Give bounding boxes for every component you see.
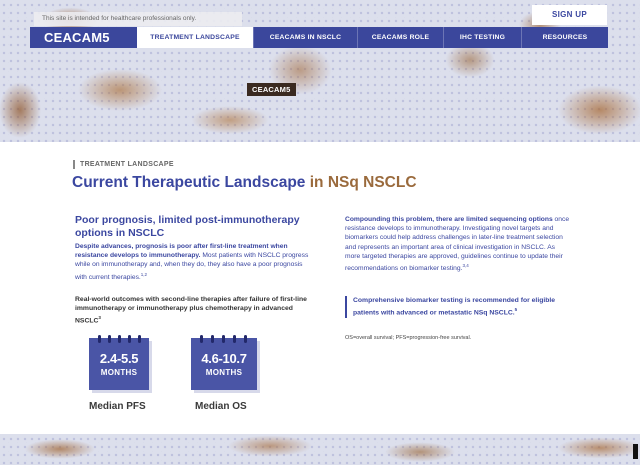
footer-image-band bbox=[0, 434, 640, 465]
brand-logo[interactable]: CEACAM5 bbox=[44, 30, 110, 45]
left-heading: Poor prognosis, limited post-immunotherapy options in NSCLC bbox=[75, 214, 300, 239]
right-paragraph-ref: 3,4 bbox=[462, 263, 469, 269]
callout-ref: 5 bbox=[514, 307, 518, 313]
hero-image-label: CEACAM5 bbox=[247, 83, 296, 96]
tab-ihc-testing[interactable]: IHC TESTING bbox=[443, 27, 521, 48]
page-title bbox=[72, 174, 417, 192]
stat-pfs-unit: MONTHS bbox=[100, 368, 138, 377]
stat-pfs-label: Median PFS bbox=[89, 401, 146, 412]
tab-ceacams-in-nsclc[interactable]: CEACAMS IN NSCLC bbox=[253, 27, 357, 48]
tab-treatment-landscape[interactable]: TREATMENT LANDSCAPE bbox=[137, 27, 253, 48]
page-title-main: Current Therapeutic Landscape bbox=[72, 174, 306, 191]
tab-ceacams-role[interactable]: CEACAMS ROLE bbox=[357, 27, 443, 48]
sign-up-button[interactable]: SIGN UP bbox=[532, 5, 607, 25]
callout-text: Comprehensive biomarker testing is recommended for eligible patients with advanced or metastatic NSq NSCLC. bbox=[353, 297, 556, 317]
stat-os-unit: MONTHS bbox=[205, 368, 243, 377]
right-paragraph-text: once resistance develops to immunotherapy. Investigating novel targets and biomarkers could help address challenges in later-line treatment selection and represents an important area of clinical investigation in NSCLC. As more targeted therapies are approved, guidelines continue to update their recommendations on biomarker testing. bbox=[345, 216, 570, 273]
hcp-disclaimer: This site is intended for healthcare professionals only. bbox=[34, 12, 242, 26]
main-nav bbox=[30, 27, 608, 48]
calendar-rings-icon bbox=[89, 335, 149, 343]
scroll-tab[interactable] bbox=[633, 444, 638, 459]
biomarker-callout bbox=[345, 296, 571, 318]
abbreviations-footnote: OS=overall survival; PFS=progression-free survival. bbox=[345, 335, 472, 341]
stat-os-value: 4.6-10.7 bbox=[201, 351, 247, 366]
real-world-outcomes-heading bbox=[75, 295, 311, 326]
page-title-accent: in NSq NSCLC bbox=[309, 174, 417, 191]
rwo-ref: 3 bbox=[98, 315, 101, 321]
rwo-text: Real-world outcomes with second-line therapies after failure of first-line immunotherapy or immunotherapy plus chemotherapy in advanced NSCLC bbox=[75, 296, 307, 325]
stat-os-calendar bbox=[191, 335, 256, 395]
left-paragraph-text: Most patients with NSCLC progress while on immunotherapy and, when they do, they also have a poor prognosis with current therapies. bbox=[75, 252, 309, 281]
calendar-rings-icon bbox=[191, 335, 251, 343]
section-eyebrow: TREATMENT LANDSCAPE bbox=[73, 160, 174, 169]
left-paragraph-ref: 1,2 bbox=[140, 271, 148, 277]
stat-pfs-value: 2.4-5.5 bbox=[99, 351, 139, 366]
tab-resources[interactable]: RESOURCES bbox=[521, 27, 608, 48]
stat-os-label: Median OS bbox=[195, 401, 247, 412]
left-paragraph bbox=[75, 242, 311, 282]
left-paragraph-bold: Despite advances, prognosis is poor after first-line treatment when resistance develops to immunotherapy. bbox=[75, 243, 288, 260]
right-paragraph bbox=[345, 215, 570, 273]
right-paragraph-bold: Compounding this problem, there are limited sequencing options bbox=[345, 216, 553, 223]
stat-pfs-calendar bbox=[89, 335, 154, 395]
